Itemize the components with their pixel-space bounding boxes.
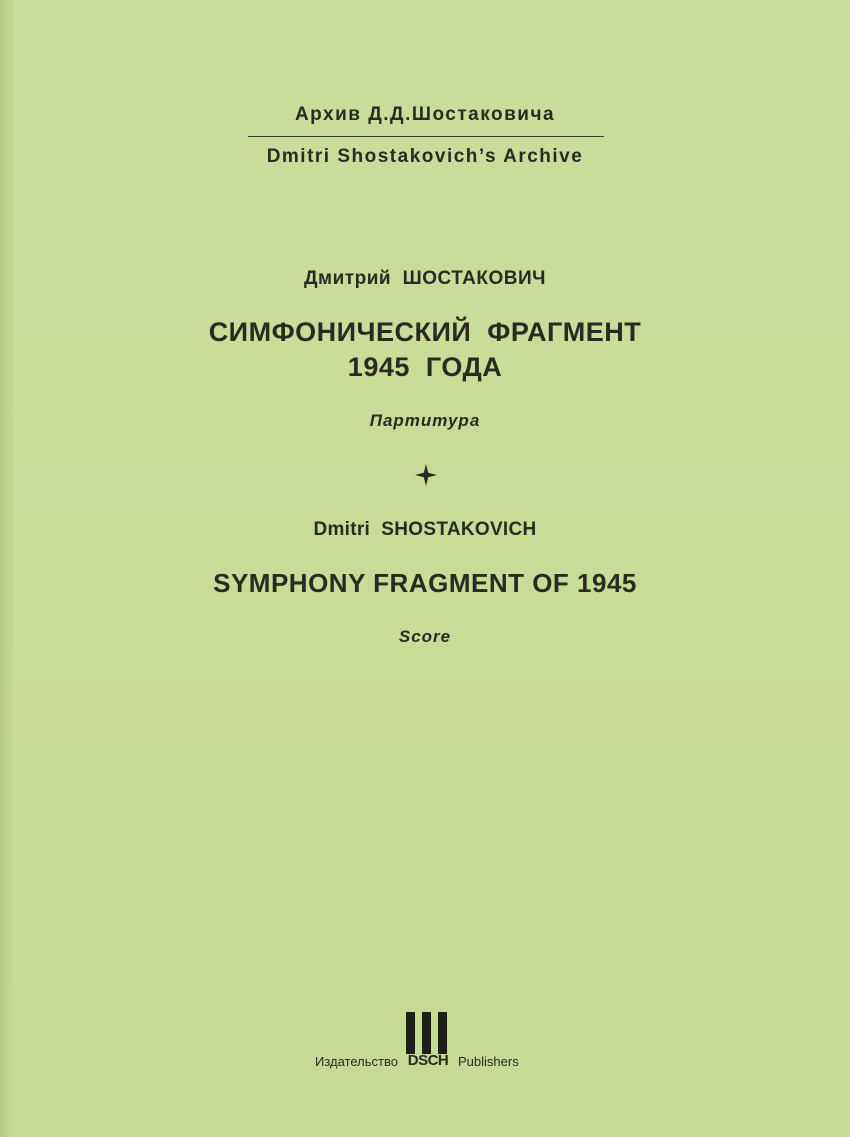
work-title-ru-line2: 1945 ГОДА xyxy=(347,352,503,382)
archive-title-en: Dmitri Shostakovich’s Archive xyxy=(266,146,584,167)
publisher-logo xyxy=(0,1012,850,1072)
logo-bar xyxy=(438,1012,447,1054)
logo-bar xyxy=(406,1012,415,1054)
composer-name-ru: Дмитрий ШОСТАКОВИЧ xyxy=(304,268,546,289)
archive-divider xyxy=(248,136,604,137)
publisher-logo-text: DSCH xyxy=(407,1052,449,1069)
score-label-en: Score xyxy=(398,627,452,646)
composer-name-en: Dmitri SHOSTAKOVICH xyxy=(313,519,537,540)
logo-bar xyxy=(422,1012,431,1054)
dsch-bars-logo-icon xyxy=(404,1012,450,1054)
work-title-ru-line1: СИМФОНИЧЕСКИЙ ФРАГМЕНТ xyxy=(208,317,642,347)
score-label-ru: Партитура xyxy=(369,411,481,430)
four-pointed-star-icon xyxy=(415,464,437,486)
publisher-label-ru: Издательство xyxy=(315,1054,398,1069)
publisher-label-en: Publishers xyxy=(458,1054,519,1069)
archive-title-ru: Архив Д.Д.Шостаковича xyxy=(294,104,556,125)
work-title-en: SYMPHONY FRAGMENT OF 1945 xyxy=(213,568,637,598)
